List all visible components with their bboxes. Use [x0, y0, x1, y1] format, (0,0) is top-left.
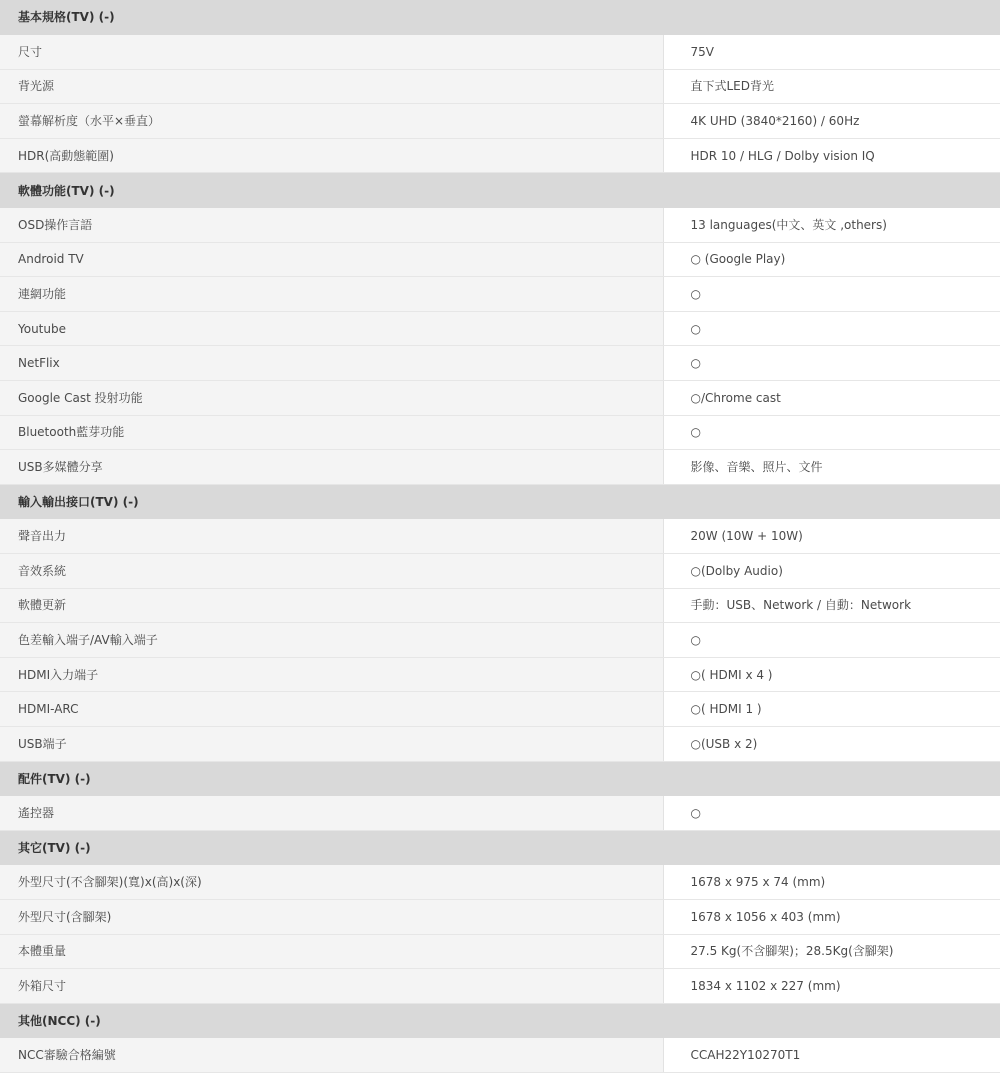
- spec-value: 27.5 Kg(不含腳架)；28.5Kg(含腳架): [663, 934, 1000, 969]
- spec-label: 外型尺寸(含腳架): [0, 899, 663, 934]
- spec-label: 外型尺寸(不含腳架)(寬)x(高)x(深): [0, 865, 663, 900]
- spec-row: [0, 104, 1000, 139]
- spec-row: [0, 415, 1000, 450]
- spec-row: [0, 623, 1000, 658]
- spec-value: 手動：USB、Network / 自動：Network: [663, 588, 1000, 623]
- spec-label: 背光源: [0, 69, 663, 104]
- spec-value: ○(USB x 2): [663, 726, 1000, 761]
- spec-label: 本體重量: [0, 934, 663, 969]
- spec-label: HDMI入力端子: [0, 657, 663, 692]
- spec-label: 遙控器: [0, 796, 663, 831]
- spec-value: CCAH22Y10270T1: [663, 1038, 1000, 1073]
- spec-value: HDR 10 / HLG / Dolby vision IQ: [663, 138, 1000, 173]
- spec-label: 外箱尺寸: [0, 969, 663, 1004]
- spec-label: NCC審驗合格編號: [0, 1038, 663, 1073]
- spec-value: 1834 x 1102 x 227 (mm): [663, 969, 1000, 1004]
- spec-value: 75V: [663, 35, 1000, 70]
- spec-row: [0, 657, 1000, 692]
- spec-value: ○(Dolby Audio): [663, 554, 1000, 589]
- spec-label: 色差輸入端子/AV輸入端子: [0, 623, 663, 658]
- spec-value: ○ (Google Play): [663, 242, 1000, 277]
- spec-row: [0, 450, 1000, 485]
- spec-row: [0, 346, 1000, 381]
- spec-value: ○: [663, 311, 1000, 346]
- spec-row: [0, 934, 1000, 969]
- spec-label: 音效系統: [0, 554, 663, 589]
- spec-label: USB多媒體分享: [0, 450, 663, 485]
- spec-row: [0, 726, 1000, 761]
- spec-value: ○( HDMI x 4 ): [663, 657, 1000, 692]
- spec-row: [0, 865, 1000, 900]
- spec-row: [0, 381, 1000, 416]
- spec-value: ○/Chrome cast: [663, 381, 1000, 416]
- spec-label: Google Cast 投射功能: [0, 381, 663, 416]
- spec-value: ○: [663, 277, 1000, 312]
- spec-value: ○: [663, 346, 1000, 381]
- spec-row: [0, 138, 1000, 173]
- section-title: 配件(TV) (-): [0, 761, 1000, 796]
- spec-value: 1678 x 975 x 74 (mm): [663, 865, 1000, 900]
- section-header-row: [0, 1003, 1000, 1038]
- spec-label: OSD操作言語: [0, 208, 663, 243]
- spec-label: HDMI-ARC: [0, 692, 663, 727]
- spec-label: 聲音出力: [0, 519, 663, 554]
- spec-label: Youtube: [0, 311, 663, 346]
- section-title: 輸入輸出接口(TV) (-): [0, 484, 1000, 519]
- section-header-row: [0, 173, 1000, 208]
- spec-row: [0, 35, 1000, 70]
- spec-value: 13 languages(中文、英文 ,others): [663, 208, 1000, 243]
- section-header-row: [0, 830, 1000, 865]
- spec-row: [0, 311, 1000, 346]
- spec-row: [0, 69, 1000, 104]
- spec-value: 20W (10W + 10W): [663, 519, 1000, 554]
- spec-row: [0, 1038, 1000, 1073]
- spec-value: ○: [663, 415, 1000, 450]
- spec-row: [0, 588, 1000, 623]
- section-title: 基本規格(TV) (-): [0, 0, 1000, 35]
- spec-value: 1678 x 1056 x 403 (mm): [663, 899, 1000, 934]
- spec-label: NetFlix: [0, 346, 663, 381]
- spec-row: [0, 208, 1000, 243]
- spec-label: USB端子: [0, 726, 663, 761]
- spec-row: [0, 899, 1000, 934]
- spec-row: [0, 554, 1000, 589]
- spec-value: 影像、音樂、照片、文件: [663, 450, 1000, 485]
- section-title: 軟體功能(TV) (-): [0, 173, 1000, 208]
- spec-value: 4K UHD (3840*2160) / 60Hz: [663, 104, 1000, 139]
- spec-label: HDR(高動態範圍): [0, 138, 663, 173]
- spec-value: ○: [663, 623, 1000, 658]
- section-title: 其他(NCC) (-): [0, 1003, 1000, 1038]
- spec-label: Bluetooth藍芽功能: [0, 415, 663, 450]
- spec-row: [0, 796, 1000, 831]
- spec-row: [0, 692, 1000, 727]
- spec-row: [0, 969, 1000, 1004]
- spec-value: ○( HDMI 1 ): [663, 692, 1000, 727]
- section-header-row: [0, 761, 1000, 796]
- section-title: 其它(TV) (-): [0, 830, 1000, 865]
- spec-label: 軟體更新: [0, 588, 663, 623]
- spec-label: 連網功能: [0, 277, 663, 312]
- section-header-row: [0, 484, 1000, 519]
- spec-label: 螢幕解析度（水平×垂直）: [0, 104, 663, 139]
- spec-row: [0, 277, 1000, 312]
- spec-row: [0, 519, 1000, 554]
- section-header-row: [0, 0, 1000, 35]
- spec-value: 直下式LED背光: [663, 69, 1000, 104]
- spec-label: 尺寸: [0, 35, 663, 70]
- spec-value: ○: [663, 796, 1000, 831]
- spec-row: [0, 242, 1000, 277]
- spec-label: Android TV: [0, 242, 663, 277]
